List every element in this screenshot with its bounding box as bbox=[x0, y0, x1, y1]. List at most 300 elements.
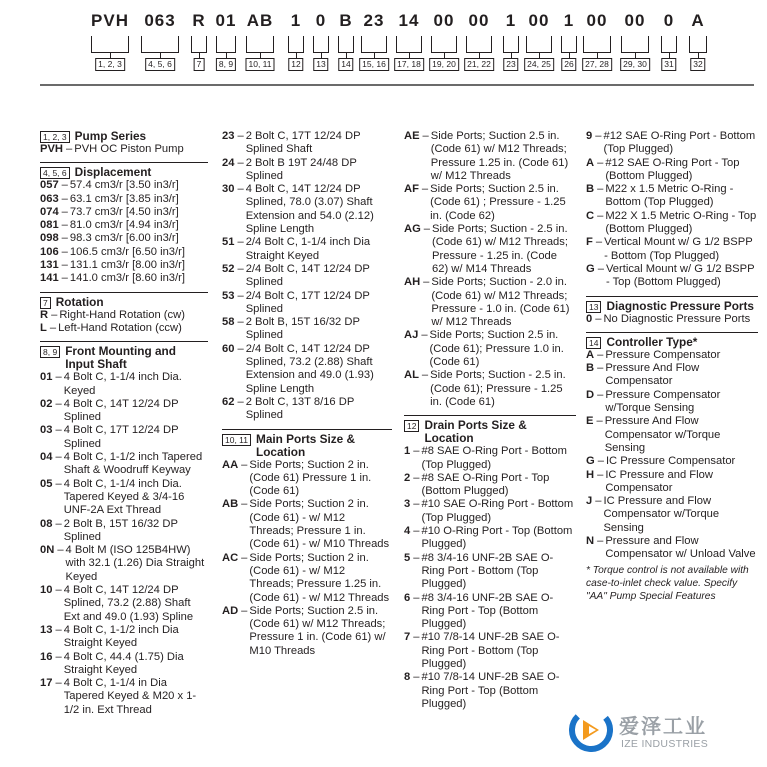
option-dash: – bbox=[595, 312, 602, 325]
option-item bbox=[404, 631, 576, 671]
main-ports-continued bbox=[404, 130, 576, 409]
option-dash: – bbox=[413, 525, 420, 538]
option-item bbox=[40, 143, 208, 156]
option-dash: – bbox=[596, 415, 603, 428]
diagnostic-section bbox=[586, 296, 758, 326]
option-text: 2 Bolt C, 17T 12/24 DP Splined Shaft bbox=[245, 130, 361, 156]
option-dash: – bbox=[57, 544, 64, 557]
option-code: 2 bbox=[404, 471, 411, 484]
option-item bbox=[404, 525, 576, 552]
option-code: 063 bbox=[40, 192, 59, 205]
drain-ports-continued bbox=[586, 130, 758, 290]
option-code: 0N bbox=[40, 544, 55, 557]
option-dash: – bbox=[413, 471, 420, 484]
option-code: 51 bbox=[222, 236, 235, 249]
option-code: 098 bbox=[40, 232, 59, 245]
option-item bbox=[222, 459, 392, 499]
code-bracket bbox=[246, 36, 274, 53]
option-text: 4 Bolt M (ISO 125B4HW) with 32.1 (1.26) Dia Straight Keyed bbox=[65, 544, 205, 583]
option-text: #10 7/8-14 UNF-2B SAE O-Ring Port - Top (Bottom Plugged) bbox=[421, 671, 560, 710]
option-dash: – bbox=[413, 591, 420, 604]
section-title: Main Ports Size & Location bbox=[256, 431, 355, 459]
option-dash: – bbox=[241, 604, 248, 617]
option-text: IC Pressure and Flow Compensator bbox=[605, 468, 713, 494]
option-code: AB bbox=[222, 498, 239, 511]
code-segment bbox=[523, 10, 555, 74]
code-bracket bbox=[338, 36, 354, 53]
option-text: 4 Bolt C, 14T 12/24 DP Splined, 73.2 (2.88) Shaft Ext and 49.0 (1.93) Spline bbox=[63, 584, 194, 623]
option-text: 4 Bolt C, 17T 12/24 DP Splined bbox=[63, 424, 179, 450]
option-item bbox=[40, 478, 208, 518]
option-list bbox=[404, 130, 576, 409]
code-position-box: 27, 28 bbox=[582, 58, 612, 71]
option-item bbox=[40, 451, 208, 478]
option-code: 04 bbox=[40, 451, 53, 464]
option-text: Vertical Mount w/ G 1/2 BSPP - Bottom (Top Plugged) bbox=[604, 236, 753, 262]
column-4 bbox=[586, 130, 758, 609]
code-segment bbox=[213, 10, 239, 74]
option-code: 30 bbox=[222, 183, 235, 196]
option-dash: – bbox=[55, 584, 62, 597]
option-text: #8 SAE O-Ring Port - Bottom (Top Plugged) bbox=[421, 445, 567, 471]
code-char: 00 bbox=[624, 11, 646, 30]
option-text: 106.5 cm3/r [6.50 in3/r] bbox=[69, 245, 185, 258]
option-code: 074 bbox=[40, 205, 59, 218]
option-code: 24 bbox=[222, 156, 235, 169]
code-bracket bbox=[141, 36, 179, 53]
option-code: AD bbox=[222, 604, 239, 617]
code-bracket bbox=[216, 36, 236, 53]
option-item bbox=[586, 455, 758, 468]
option-text: 2/4 Bolt C, 14T 12/24 DP Splined, 73.2 (2.88) Shaft Extension and 49.0 (1.93) Spline Length bbox=[245, 342, 374, 395]
option-code: 5 bbox=[404, 551, 411, 564]
code-char: 1 bbox=[290, 11, 302, 30]
option-code: C bbox=[586, 209, 595, 222]
option-item bbox=[404, 552, 576, 592]
option-text: Vertical Mount w/ G 1/2 BSPP - Top (Bottom Plugged) bbox=[605, 262, 755, 289]
code-char: 0 bbox=[315, 11, 327, 30]
option-item bbox=[586, 130, 758, 157]
code-position-box: 15, 16 bbox=[359, 58, 389, 71]
option-code: 0 bbox=[586, 312, 593, 325]
option-text: Side Ports; Suction - 2.5 in. (Code 61) w/ M12 Threads; Pressure - 1.25 in. (Code 62) w/ M14 Threads bbox=[432, 223, 568, 275]
section-title: Drain Ports Size & Location bbox=[424, 418, 527, 446]
option-code: 057 bbox=[40, 179, 59, 192]
code-bracket bbox=[288, 36, 304, 53]
option-item bbox=[404, 183, 576, 223]
option-code: 62 bbox=[222, 395, 235, 408]
option-item bbox=[586, 236, 758, 263]
code-char: A bbox=[691, 11, 705, 30]
option-item bbox=[586, 469, 758, 496]
option-item bbox=[586, 157, 758, 184]
code-segment bbox=[335, 10, 357, 74]
option-dash: – bbox=[237, 262, 244, 275]
option-item bbox=[40, 584, 208, 624]
option-dash: – bbox=[597, 468, 604, 481]
option-list bbox=[40, 179, 208, 285]
option-code: A bbox=[586, 348, 595, 361]
option-item bbox=[404, 130, 576, 183]
option-text: Side Ports; Suction 2 in. (Code 61) - w/ M12 Threads; Pressure 1 in. (Code 61) - w/ M10 Threads bbox=[249, 498, 390, 551]
option-item bbox=[586, 389, 758, 416]
option-text: Pressure Compensator bbox=[605, 348, 721, 361]
option-text: Right-Hand Rotation (cw) bbox=[59, 308, 185, 321]
code-position-box: 32 bbox=[690, 58, 705, 71]
code-position-box: 8, 9 bbox=[216, 58, 236, 71]
code-bracket bbox=[621, 36, 649, 53]
option-dash: – bbox=[55, 623, 62, 636]
main-ports-section bbox=[222, 429, 392, 658]
option-dash: – bbox=[61, 232, 68, 245]
code-bracket bbox=[91, 36, 129, 53]
option-dash: – bbox=[55, 677, 62, 690]
option-dash: – bbox=[55, 397, 62, 410]
code-segment bbox=[188, 10, 210, 74]
code-segment bbox=[358, 10, 390, 74]
option-code: 03 bbox=[40, 424, 53, 437]
option-code: 23 bbox=[222, 130, 235, 142]
code-segment bbox=[428, 10, 460, 74]
option-text: 2 Bolt B, 15T 16/32 DP Splined bbox=[245, 316, 360, 342]
option-code: AH bbox=[404, 276, 421, 289]
option-list bbox=[40, 143, 208, 156]
option-dash: – bbox=[61, 272, 68, 285]
option-text: 81.0 cm3/r [4.94 in3/r] bbox=[69, 219, 179, 232]
displacement-section bbox=[40, 162, 208, 285]
option-list bbox=[40, 371, 208, 717]
option-item bbox=[222, 552, 392, 605]
option-item bbox=[40, 259, 208, 272]
code-position-box: 26 bbox=[561, 58, 576, 71]
option-dash: – bbox=[597, 535, 604, 548]
option-text: Pressure And Flow Compensator w/Torque Sensing bbox=[604, 415, 721, 454]
option-text: #8 3/4-16 UNF-2B SAE O-Ring Port - Top (Bottom Plugged) bbox=[421, 591, 554, 631]
option-item bbox=[586, 313, 758, 326]
option-item bbox=[40, 677, 208, 717]
option-dash: – bbox=[595, 236, 603, 249]
code-segment bbox=[243, 10, 277, 74]
option-text: #12 SAE O-Ring Port - Top (Bottom Plugged) bbox=[605, 156, 740, 182]
option-dash: – bbox=[49, 321, 57, 334]
option-code: 58 bbox=[222, 316, 235, 329]
option-text: 4 Bolt C, 44.4 (1.75) Dia Straight Keyed bbox=[63, 650, 184, 676]
option-dash: – bbox=[237, 236, 244, 249]
option-item bbox=[404, 498, 576, 525]
option-text: 141.0 cm3/r [8.60 in3/r] bbox=[69, 272, 185, 285]
code-position-box: 10, 11 bbox=[245, 58, 274, 71]
option-text: Pressure and Flow Compensator w/ Unload Valve bbox=[605, 535, 756, 561]
option-item bbox=[404, 276, 576, 329]
option-item bbox=[586, 263, 758, 290]
code-position-box: 21, 22 bbox=[464, 58, 494, 71]
section-title: Front Mounting and Input Shaft bbox=[65, 344, 176, 372]
option-item bbox=[404, 592, 576, 632]
code-position-box: 19, 20 bbox=[429, 58, 459, 71]
code-char: 23 bbox=[363, 11, 385, 30]
option-text: 4 Bolt C, 1-1/4 in Dia Tapered Keyed & M20 x 1-1/2 in. Ext Thread bbox=[63, 677, 197, 716]
code-segment bbox=[393, 10, 425, 74]
code-position-box: 1, 2, 3 bbox=[95, 58, 125, 71]
option-text: #8 3/4-16 UNF-2B SAE O-Ring Port - Bottom (Top Plugged) bbox=[421, 551, 554, 591]
code-char: B bbox=[339, 11, 353, 30]
option-dash: – bbox=[237, 183, 244, 196]
option-dash: – bbox=[595, 495, 602, 508]
controller-footnote: * Torque control is not available with case-to-inlet check value. Specify "AA" Pump Special Features bbox=[586, 564, 749, 602]
section-title: Diagnostic Pressure Ports bbox=[606, 298, 754, 313]
drain-ports-section bbox=[404, 415, 576, 711]
option-text: 73.7 cm3/r [4.50 in3/r] bbox=[69, 205, 179, 218]
ref-box: 7 bbox=[40, 297, 51, 309]
rotation-section bbox=[40, 292, 208, 336]
option-item bbox=[40, 206, 208, 219]
section-title: Pump Series bbox=[74, 129, 147, 143]
code-char: 1 bbox=[505, 11, 517, 30]
option-item bbox=[222, 290, 392, 317]
option-code: N bbox=[586, 535, 595, 548]
logo-english-text: IZE INDUSTRIES bbox=[621, 738, 709, 750]
option-list bbox=[586, 313, 758, 326]
option-code: 17 bbox=[40, 677, 53, 690]
code-char: AB bbox=[246, 11, 274, 30]
option-dash: – bbox=[237, 316, 244, 329]
option-item bbox=[586, 183, 758, 210]
option-text: Side Ports; Suction 2.5 in. (Code 61) w/ M12 Threads; Pressure 1 in. (Code 61) w/ M10 Threads bbox=[249, 604, 386, 657]
option-list bbox=[40, 309, 208, 336]
option-text: #10 O-Ring Port - Top (Bottom Plugged) bbox=[421, 525, 573, 551]
code-char: 00 bbox=[468, 11, 490, 30]
code-segment bbox=[500, 10, 522, 74]
option-dash: – bbox=[595, 130, 602, 142]
code-segment bbox=[686, 10, 710, 74]
option-dash: – bbox=[413, 445, 420, 458]
code-char: R bbox=[192, 11, 206, 30]
code-position-box: 23 bbox=[503, 58, 518, 71]
option-item bbox=[222, 498, 392, 551]
option-code: 6 bbox=[404, 591, 411, 604]
option-code: 1 bbox=[404, 445, 411, 458]
option-text: 2/4 Bolt C, 14T 12/24 DP Splined bbox=[245, 262, 370, 289]
option-code: B bbox=[586, 183, 595, 196]
ref-box: 10, 11 bbox=[222, 434, 251, 446]
option-item bbox=[404, 671, 576, 711]
code-segment bbox=[285, 10, 307, 74]
option-item bbox=[40, 219, 208, 232]
option-dash: – bbox=[66, 143, 73, 155]
option-text: #12 SAE O-Ring Port - Bottom (Top Plugged) bbox=[603, 130, 756, 156]
code-bracket bbox=[396, 36, 422, 53]
option-text: IC Pressure and Flow Compensator w/Torque Sensing bbox=[603, 495, 720, 534]
option-dash: – bbox=[237, 395, 244, 408]
option-dash: – bbox=[597, 209, 604, 222]
column-3 bbox=[404, 130, 576, 717]
code-char: 063 bbox=[144, 11, 176, 30]
code-segment bbox=[310, 10, 332, 74]
option-dash: – bbox=[421, 183, 429, 196]
option-code: 8 bbox=[404, 671, 411, 684]
option-text: Side Ports; Suction 2.5 in. (Code 61) ; Pressure - 1.25 in. (Code 62) bbox=[430, 183, 566, 222]
option-code: AL bbox=[404, 369, 419, 382]
company-logo bbox=[567, 708, 757, 764]
option-item bbox=[40, 424, 208, 451]
option-item bbox=[40, 624, 208, 651]
code-char: 1 bbox=[563, 11, 575, 30]
option-dash: – bbox=[421, 369, 429, 382]
ref-box: 12 bbox=[404, 420, 419, 432]
option-dash: – bbox=[597, 388, 604, 401]
option-text: #10 7/8-14 UNF-2B SAE O-Ring Port - Bottom (Top Plugged) bbox=[421, 631, 560, 670]
code-bracket bbox=[561, 36, 577, 53]
option-dash: – bbox=[61, 219, 68, 232]
column-2 bbox=[222, 130, 392, 664]
option-text: 2 Bolt B 19T 24/48 DP Splined bbox=[245, 156, 357, 182]
option-text: 98.3 cm3/r [6.00 in3/r] bbox=[69, 232, 179, 245]
controller-section bbox=[586, 332, 758, 603]
code-bracket bbox=[661, 36, 677, 53]
option-item bbox=[222, 605, 392, 658]
option-text: 2 Bolt C, 13T 8/16 DP Splined bbox=[245, 395, 355, 422]
option-text: 2/4 Bolt C, 1-1/4 inch Dia Straight Keyed bbox=[245, 236, 371, 262]
section-title: Controller Type* bbox=[606, 334, 698, 349]
option-code: 53 bbox=[222, 289, 235, 302]
option-dash: – bbox=[237, 342, 244, 355]
option-code: AG bbox=[404, 223, 421, 236]
option-code: 9 bbox=[586, 130, 593, 142]
option-code: PVH bbox=[40, 143, 64, 155]
option-dash: – bbox=[413, 671, 420, 684]
front-mounting-section bbox=[40, 341, 208, 717]
option-text: Pressure Compensator w/Torque Sensing bbox=[605, 388, 721, 415]
code-position-box: 17, 18 bbox=[394, 58, 424, 71]
option-code: 4 bbox=[404, 525, 411, 538]
option-item bbox=[40, 193, 208, 206]
option-code: 05 bbox=[40, 477, 53, 490]
option-code: 131 bbox=[40, 259, 59, 272]
option-dash: – bbox=[423, 223, 431, 236]
option-code: G bbox=[586, 262, 595, 275]
ref-box: 14 bbox=[586, 337, 601, 349]
option-item bbox=[222, 130, 392, 157]
option-text: 2/4 Bolt C, 17T 12/24 DP Splined bbox=[245, 289, 370, 315]
option-dash: – bbox=[237, 156, 244, 169]
section-title: Rotation bbox=[55, 294, 104, 309]
code-char: 14 bbox=[398, 11, 420, 30]
option-item bbox=[222, 396, 392, 423]
section-title: Displacement bbox=[74, 165, 152, 180]
option-item bbox=[222, 183, 392, 236]
option-code: 10 bbox=[40, 584, 53, 597]
option-dash: – bbox=[413, 498, 420, 511]
option-text: No Diagnostic Pressure Ports bbox=[603, 312, 751, 325]
option-dash: – bbox=[241, 498, 248, 511]
option-item bbox=[40, 232, 208, 245]
ref-box: 13 bbox=[586, 301, 601, 313]
option-code: 52 bbox=[222, 262, 235, 275]
code-char: PVH bbox=[91, 11, 129, 30]
code-bracket bbox=[526, 36, 552, 53]
model-code-row bbox=[88, 10, 718, 74]
option-text: M22 x 1.5 Metric O-Ring - Bottom (Top Plugged) bbox=[605, 183, 734, 209]
pump-series-section bbox=[40, 130, 208, 156]
option-item bbox=[40, 398, 208, 425]
code-bracket bbox=[583, 36, 611, 53]
option-text: Side Ports; Suction 2.5 in. (Code 61) w/ M12 Threads; Pressure 1.25 in. (Code 61) w/ M12 Threads bbox=[430, 130, 569, 182]
option-item bbox=[586, 349, 758, 362]
option-dash: – bbox=[237, 130, 244, 142]
option-code: G bbox=[586, 455, 595, 468]
option-code: D bbox=[586, 388, 595, 401]
option-text: Side Ports; Suction - 2.5 in. (Code 61); Pressure - 1.25 in. (Code 61) bbox=[430, 369, 566, 408]
option-text: M22 X 1.5 Metric O-Ring - Top (Bottom Plugged) bbox=[605, 209, 757, 236]
code-char: 01 bbox=[215, 11, 237, 30]
option-text: Side Ports; Suction 2 in. (Code 61) - w/ M12 Threads; Pressure 1.25 in. (Code 61) - w/ M12 Threads bbox=[249, 551, 390, 604]
option-text: IC Pressure Compensator bbox=[605, 455, 736, 468]
option-text: 4 Bolt C, 1-1/4 inch Dia. Tapered Keyed & 3/4-16 UNF-2A Ext Thread bbox=[63, 477, 185, 517]
option-code: J bbox=[586, 495, 593, 508]
option-item bbox=[222, 236, 392, 263]
option-code: 106 bbox=[40, 245, 59, 258]
option-dash: – bbox=[61, 192, 68, 205]
option-code: H bbox=[586, 468, 595, 481]
option-text: 57.4 cm3/r [3.50 in3/r] bbox=[69, 179, 179, 192]
option-dash: – bbox=[51, 308, 58, 321]
option-text: 4 Bolt C, 14T 12/24 DP Splined bbox=[63, 397, 179, 424]
option-dash: – bbox=[421, 329, 428, 342]
option-dash: – bbox=[61, 259, 68, 272]
option-dash: – bbox=[597, 362, 604, 375]
option-item bbox=[404, 223, 576, 276]
option-list bbox=[222, 130, 392, 423]
option-dash: – bbox=[55, 371, 62, 384]
option-code: AA bbox=[222, 458, 239, 471]
option-dash: – bbox=[241, 551, 248, 564]
code-position-box: 29, 30 bbox=[620, 58, 650, 71]
code-char: 00 bbox=[528, 11, 550, 30]
code-bracket bbox=[313, 36, 329, 53]
code-segment bbox=[580, 10, 614, 74]
option-dash: – bbox=[241, 458, 248, 471]
option-item bbox=[222, 157, 392, 184]
option-dash: – bbox=[55, 517, 62, 530]
option-code: 02 bbox=[40, 397, 53, 410]
code-position-box: 7 bbox=[194, 58, 205, 71]
option-item bbox=[404, 445, 576, 472]
option-item bbox=[40, 322, 208, 335]
option-code: 16 bbox=[40, 650, 53, 663]
option-item bbox=[40, 544, 208, 584]
option-code: 081 bbox=[40, 219, 59, 232]
option-code: 7 bbox=[404, 631, 411, 644]
option-item bbox=[586, 535, 758, 562]
column-1 bbox=[40, 130, 208, 723]
option-text: Left-Hand Rotation (ccw) bbox=[58, 321, 182, 334]
option-item bbox=[222, 343, 392, 396]
option-item bbox=[40, 179, 208, 192]
code-position-box: 31 bbox=[661, 58, 676, 71]
option-dash: – bbox=[61, 205, 68, 218]
option-dash: – bbox=[55, 477, 62, 490]
option-code: 60 bbox=[222, 342, 235, 355]
option-dash: – bbox=[55, 451, 62, 464]
option-code: R bbox=[40, 308, 49, 321]
option-text: 63.1 cm3/r [3.85 in3/r] bbox=[69, 192, 179, 205]
option-code: A bbox=[586, 156, 595, 169]
option-text: Side Ports; Suction 2.5 in. (Code 61); Pressure 1.0 in. (Code 61) bbox=[429, 329, 564, 369]
option-code: AC bbox=[222, 551, 239, 564]
option-dash: – bbox=[597, 455, 604, 468]
option-text: 4 Bolt C, 14T 12/24 DP Splined, 78.0 (3.07) Shaft Extension and 54.0 (2.12) Spline Length bbox=[245, 183, 374, 236]
option-list bbox=[404, 445, 576, 711]
